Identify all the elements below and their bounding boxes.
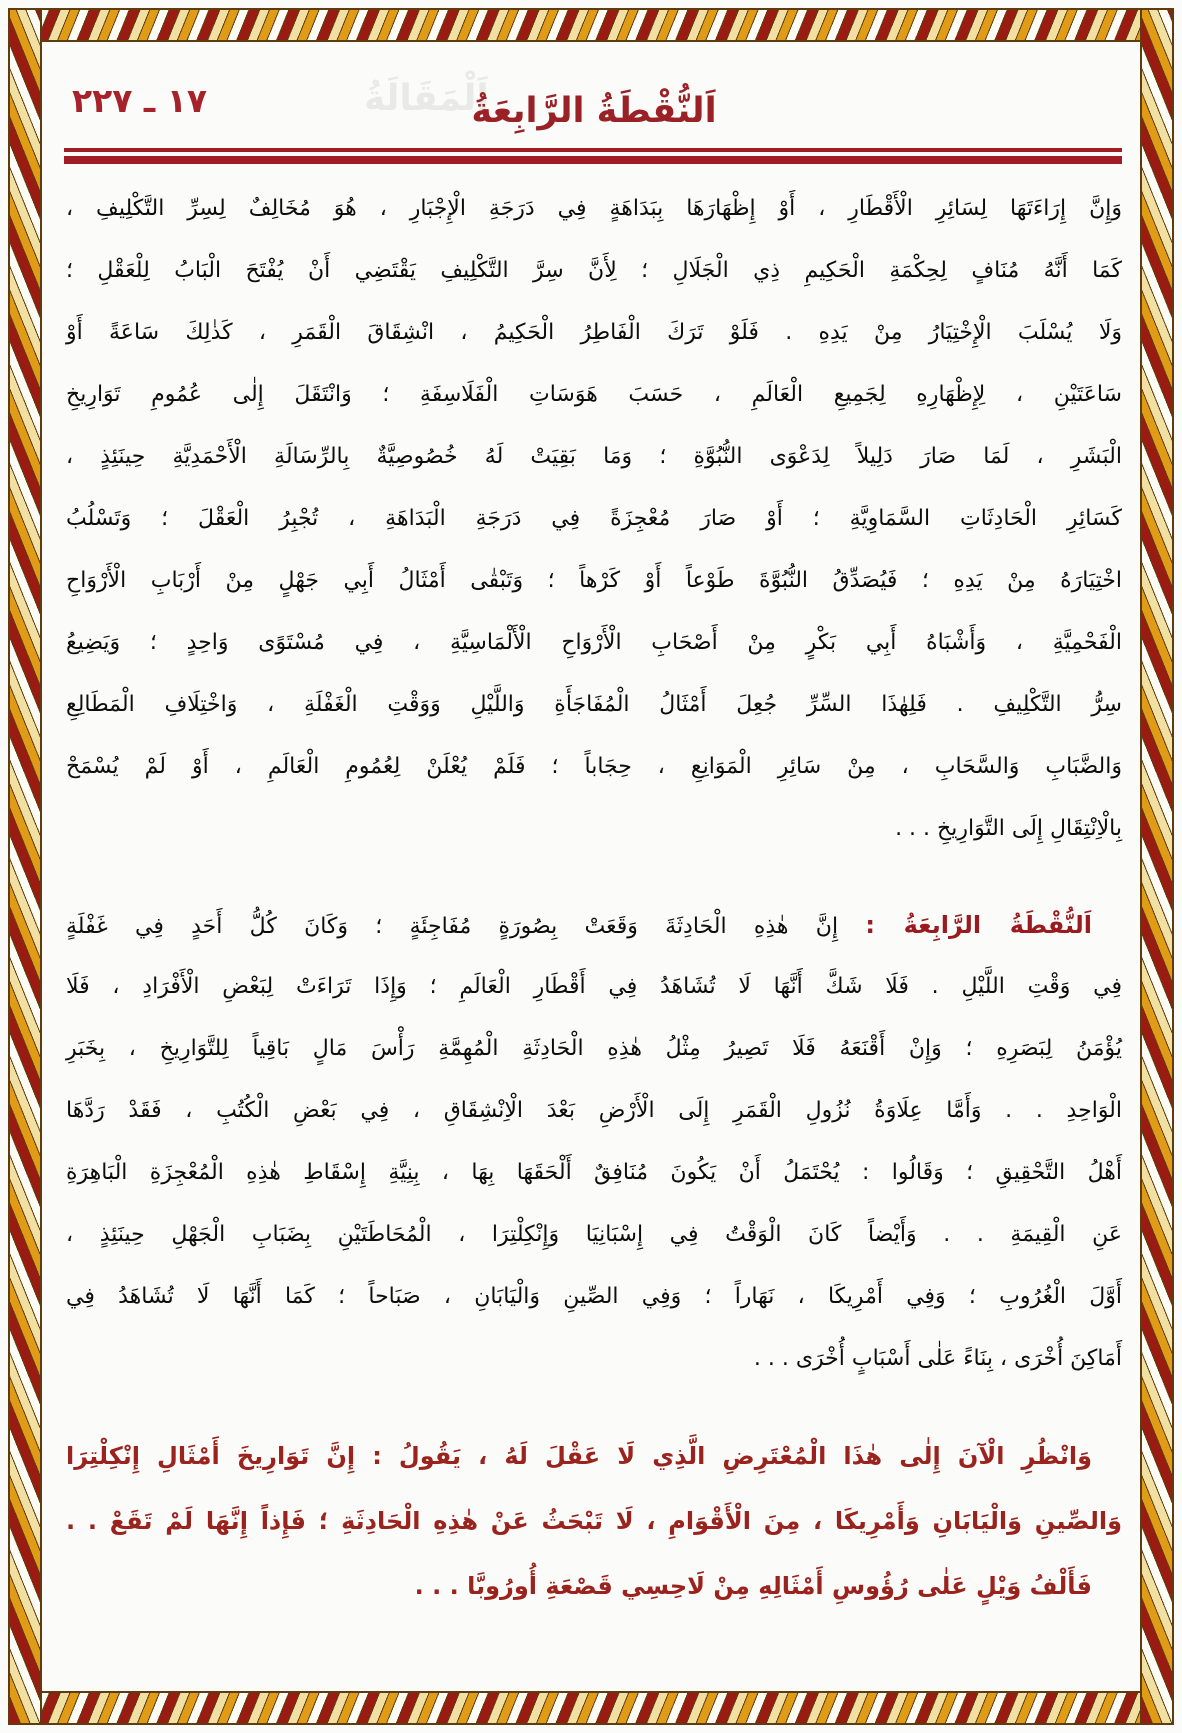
text-line: سَاعَتَيْنِ ، لِإِظْهَارِهِ لِجَمِيعِ الْعَالَمِ ، حَسَبَ هَوَسَاتِ الْفَلَاسِفَةِ ؛ وَانْتَقَلَ إِلٰى عُمُومِ تَوَارِيخِ	[66, 382, 1122, 407]
text-span: إِنَّ هٰذِهِ الْحَادِثَةَ وَقَعَتْ بِصُورَةٍ مُفَاجِئَةٍ ؛ وَكَانَ كُلُّ أَحَدٍ فِي غَفْلَةٍ	[66, 914, 839, 939]
paragraph-1	[66, 178, 1122, 860]
text-line: وَالصِّينِ وَالْيَابَانِ وَأَمْرِيكَا ، مِنَ الْأَقْوَامِ ، لَا تَبْحَثُ عَنْ هٰذِهِ الْحَادِثَةِ ؛ فَإِذاً إِنَّهَا لَمْ تَقَعْ . .	[66, 1507, 1122, 1535]
ornate-border-top	[8, 8, 1174, 42]
text-line: وَلَا يُسْلَبَ الْإِخْتِيَارُ مِنْ يَدِهِ . فَلَوْ تَرَكَ الْفَاطِرُ الْحَكِيمُ ، انْشِقَاقَ الْقَمَرِ ، كَذٰلِكَ سَاعَةً أَوْ	[66, 320, 1122, 345]
text-line: فِي وَقْتِ اللَّيْلِ . فَلَا شَكَّ أَنَّهَا لَا تُشَاهَدُ فِي أَقْطَارِ الْعَالَمِ ؛ وَإِذَا تَرَاءَتْ لِبَعْضِ الْأَفْرَادِ ، فَلَا	[66, 974, 1122, 999]
paragraph-2	[66, 894, 1122, 1390]
ornate-border-left	[8, 8, 42, 1725]
page-content	[64, 60, 1124, 1677]
body-text	[66, 178, 1122, 1653]
text-line: كَسَائِرِ الْحَادِثَاتِ السَّمَاوِيَّةِ ؛ أَوْ صَارَ مُعْجِزَةً فِي دَرَجَةِ الْبَدَاهَةِ ، تُجْبِرُ الْعَقْلَ ؛ وَتَسْلُبُ	[66, 506, 1122, 531]
text-line: وَالضَّبَابِ وَالسَّحَابِ ، مِنْ سَائِرِ الْمَوَانِعِ ، حِجَاباً ؛ فَلَمْ يُعْلَنْ لِعُمُومِ الْعَالَمِ ، أَوْ لَمْ يُسْمَحْ	[66, 754, 1122, 779]
text-line: بِالْاِنْتِقَالِ إِلَى التَّوَارِيخِ . . .	[895, 816, 1122, 841]
text-line: أَوَّلَ الْغُرُوبِ ؛ وَفِي أَمْرِيكَا ، نَهَاراً ؛ وَفِي الصِّينِ وَالْيَابَانِ ، صَبَاحاً ؛ كَمَا أَنَّهَا لَا تُشَاهَدُ فِي	[66, 1284, 1122, 1309]
page-number: ١٧ ـ ٢٢٧	[72, 81, 207, 120]
text-line: أَهْلُ التَّحْقِيقِ ؛ وَقَالُوا : يُحْتَمَلُ أَنْ يَكُونَ مُنَافِقٌ أَلْحَقَهَا بِهَا ، بِنِيَّةِ إِسْقَاطِ هٰذِهِ الْمُعْجِزَةِ الْبَاهِرَةِ	[66, 1160, 1122, 1185]
text-line: الْوَاحِدِ . . وَأَمَّا عِلَاوَةُ نُزُولِ الْقَمَرِ إِلَى الْأَرْضِ بَعْدَ الْاِنْشِقَاقِ ، فِي بَعْضِ الْكُتُبِ ، فَقَدْ رَدَّهَا	[66, 1098, 1122, 1123]
paragraph-3-red	[66, 1424, 1122, 1619]
text-line: فَأَلْفُ وَيْلٍ عَلٰى رُؤُوسِ أَمْثَالِهِ مِنْ لَاحِسِي قَصْعَةِ أُورُوبَّا . . .	[414, 1572, 1092, 1600]
double-rule-separator	[64, 148, 1122, 164]
text-line: يُؤْمَنُ لِبَصَرِهِ ؛ وَإِنْ أَقْنَعَهُ فَلَا تَصِيرُ مِثْلُ هٰذِهِ الْحَادِثَةِ الْمُهِمَّةِ رَأْسَ مَالٍ بَاقِياً لِلتَّوَارِيخِ ، بِخَبَرِ	[66, 1036, 1122, 1061]
text-line: الْفَحْمِيَّةِ ، وَأَشْبَاهُ أَبِي بَكْرٍ مِنْ أَصْحَابِ الْأَرْوَاحِ الْأَلْمَاسِيَّةِ ، فِي مُسْتَوًى وَاحِدٍ ؛ وَيَضِيعُ	[66, 630, 1122, 655]
text-line: أَمَاكِنَ أُخْرَى ، بِنَاءً عَلٰى أَسْبَابٍ أُخْرَى . . .	[753, 1346, 1122, 1371]
text-line: كَمَا أَنَّهُ مُنَافٍ لِحِكْمَةِ الْحَكِيمِ ذِي الْجَلَالِ ؛ لِأَنَّ سِرَّ التَّكْلِيفِ يَقْتَضِي أَنْ يُفْتَحَ الْبَابُ لِلْعَقْلِ ؛	[66, 258, 1122, 283]
text-line: وَإِنَّ إِرَاءَتَهَا لِسَائِرِ الْأَقْطَارِ ، أَوْ إِظْهَارَهَا بِبَدَاهَةٍ فِي دَرَجَةِ الْإِجْبَارِ ، هُوَ مُخَالِفٌ لِسِرِّ التَّكْلِيفِ ،	[66, 196, 1122, 221]
chapter-ghost-watermark: اَلْمَقَالَةُ	[364, 78, 489, 119]
header	[64, 76, 1124, 146]
section-lead-fourth-point: اَلنُّقْطَةُ الرَّابِعَةُ :	[865, 911, 1093, 939]
text-line: الْبَشَرِ ، لَمَا صَارَ دَلِيلاً لِدَعْوَى النُّبُوَّةِ ؛ وَمَا بَقِيَتْ لَهُ خُصُوصِيَّةٌ بِالرِّسَالَةِ الْأَحْمَدِيَّةِ حِينَئِذٍ ،	[66, 444, 1122, 469]
ornate-border-right	[1140, 8, 1174, 1725]
ornate-border-bottom	[8, 1691, 1174, 1725]
text-line: اخْتِيَارَهُ مِنْ يَدِهِ ؛ فَيُصَدِّقُ النُّبُوَّةَ طَوْعاً أَوْ كَرْهاً ؛ وَتَبْقٰى أَمْثَالُ أَبِي جَهْلٍ مِنْ أَرْبَابِ الْأَرْوَاحِ	[66, 568, 1122, 593]
text-line: عَنِ الْقِيمَةِ . . وَأَيْضاً كَانَ الْوَقْتُ فِي إِسْبَانِيَا وَإِنْكِلْتِرَا ، الْمُحَاطَتَيْنِ بِضَبَابِ الْجَهْلِ حِينَئِذٍ ،	[66, 1222, 1122, 1247]
page-title: اَلنُّقْطَةُ الرَّابِعَةُ	[471, 91, 717, 131]
text-line: وَانْظُرِ الْآنَ إِلٰى هٰذَا الْمُعْتَرِضِ الَّذِي لَا عَقْلَ لَهُ ، يَقُولُ : إِنَّ تَوَارِيخَ أَمْثَالِ إِنْكِلْتِرَا	[66, 1442, 1092, 1470]
text-line	[66, 894, 1122, 956]
text-line: سِرُّ التَّكْلِيفِ . فَلِهٰذَا السِّرِّ جُعِلَ أَمْثَالُ الْمُفَاجَأَةِ وَاللَّيْلِ وَوَقْتِ الْغَفْلَةِ ، وَاخْتِلَافِ الْمَطَالِعِ	[66, 692, 1122, 717]
